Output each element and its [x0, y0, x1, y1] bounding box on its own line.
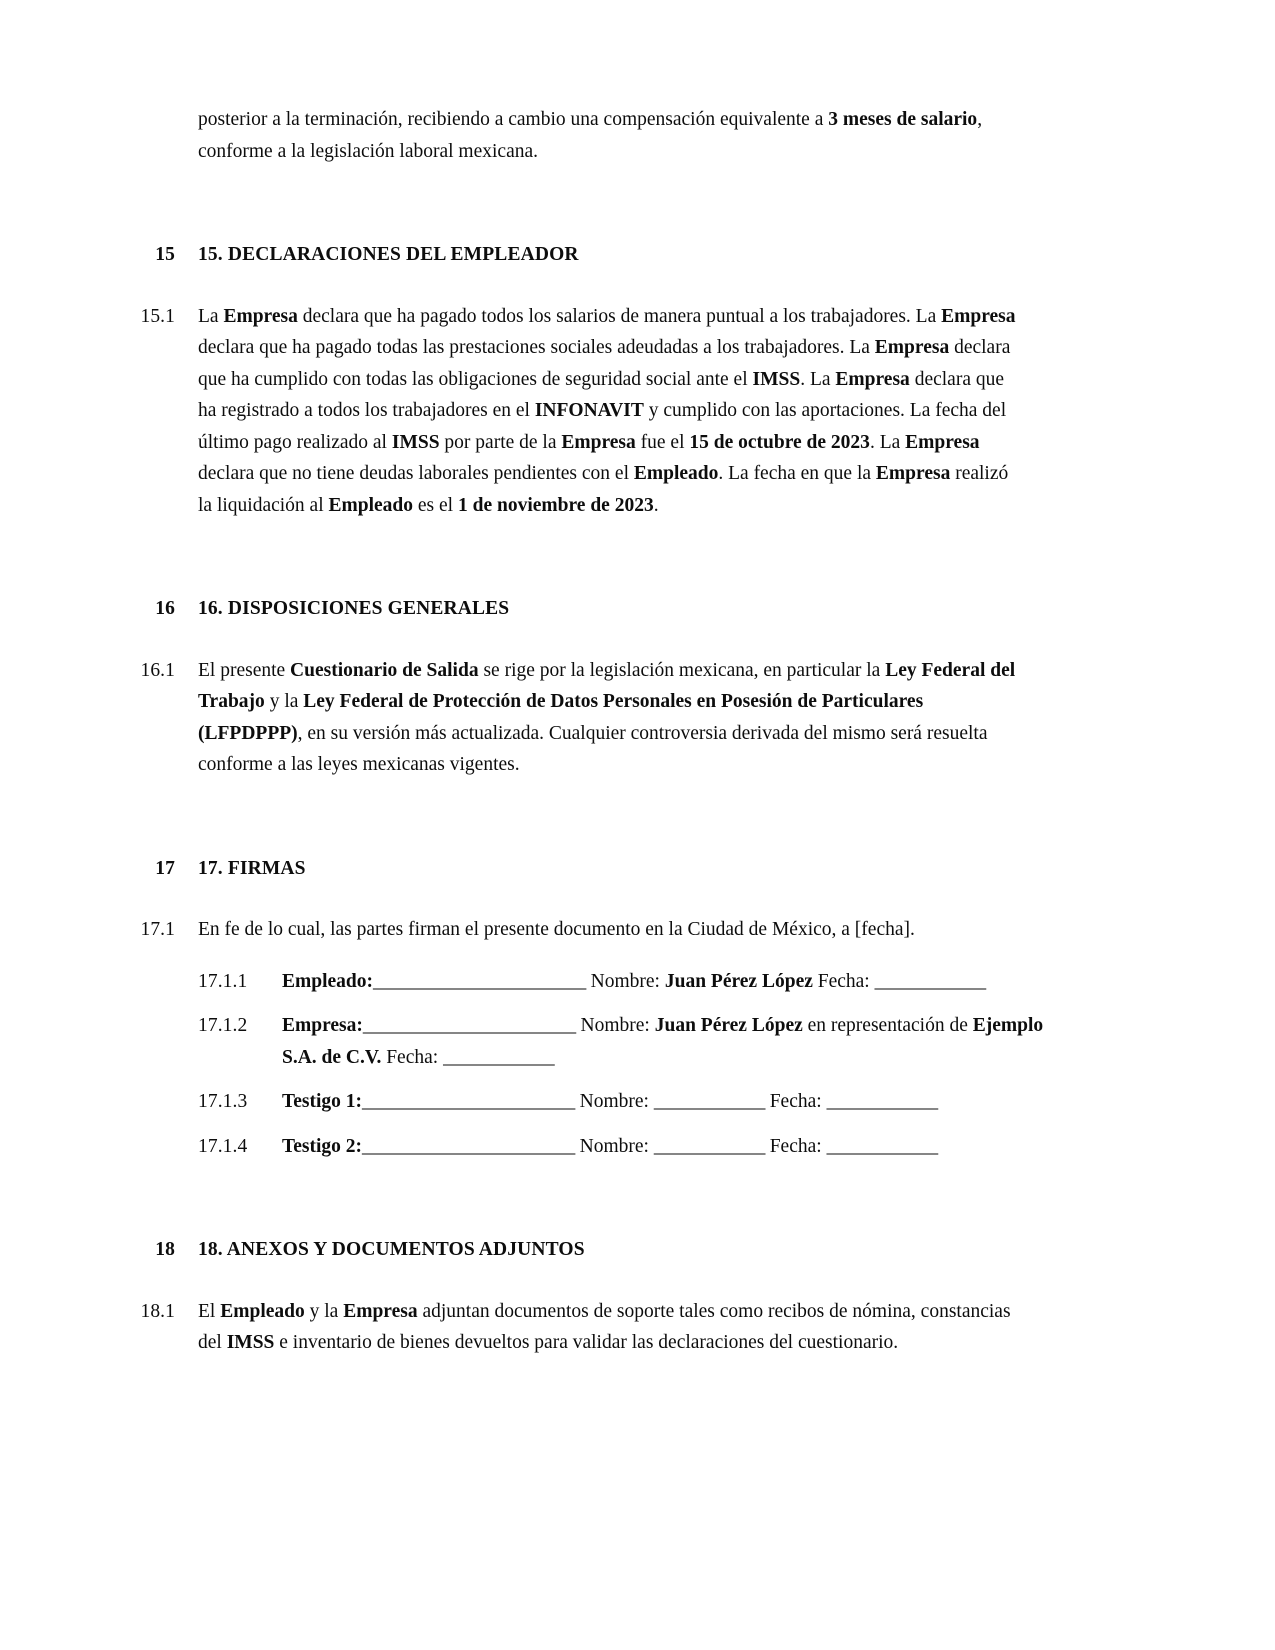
clause-text-17-1: En fe de lo cual, las partes firman el presente documento en la Ciudad de México, a [fecha]. — [198, 919, 915, 940]
clause-frag: , en su versión más actualizada. Cualquier controversia derivada del mismo será resuelta conforme a las leyes mexicanas vigentes. — [198, 722, 988, 775]
term-imss: IMSS — [226, 1332, 275, 1353]
clause-frag: e inventario de bienes devueltos para validar las declaraciones del cuestionario. — [274, 1332, 899, 1353]
clause-frag: por parte de la — [439, 431, 562, 453]
date-fill-line[interactable]: ____________ — [443, 1046, 555, 1068]
signature-block-testigo-2 — [198, 1131, 1158, 1163]
spacer — [130, 271, 1090, 301]
signature-fill-line[interactable]: _______________________ — [362, 1015, 576, 1036]
date-ultimo-pago: 15 de octubre de 2023 — [689, 431, 870, 453]
date-liquidacion: 1 de noviembre de 2023 — [457, 494, 654, 516]
continued-paragraph — [198, 104, 1025, 167]
section-number-16: 16 — [155, 598, 175, 619]
clause-number-18-1: 18.1 — [140, 1300, 175, 1322]
clause-frag: El presente — [198, 659, 291, 681]
signature-block-testigo-1 — [198, 1086, 1158, 1118]
clause-18-1 — [130, 1296, 1090, 1359]
term-empleado: Empleado — [328, 494, 414, 516]
date-fill-line[interactable]: ____________ — [826, 1135, 938, 1157]
signature-line-empleado — [282, 966, 1077, 998]
term-empresa: Empresa — [561, 431, 636, 453]
clause-frag: . La — [869, 431, 906, 453]
clause-frag: se rige por la legislación mexicana, en particular la — [478, 659, 886, 681]
section-title-15: 15. DECLARACIONES DEL EMPLEADOR — [198, 244, 579, 265]
nombre-label: Nombre: — [575, 1015, 655, 1036]
nombre-label: Nombre: — [585, 970, 665, 992]
signature-line-testigo-1 — [282, 1086, 1077, 1118]
clause-frag: declara que ha pagado todas las prestaciones sociales adeudadas a los trabajadores. La — [198, 337, 875, 358]
clause-15-1 — [130, 301, 1090, 522]
clause-frag: adjuntan documentos de soporte tales como recibos de nómina, constancias del — [198, 1300, 1011, 1353]
clause-frag: declara que ha cumplido con todas las obligaciones de seguridad social ante el — [198, 337, 1011, 390]
section-heading-16 — [130, 593, 1090, 625]
signature-line-empresa — [282, 1010, 1077, 1073]
signature-label-testigo-1: Testigo 1: — [282, 1091, 362, 1112]
term-imss: IMSS — [391, 431, 440, 453]
clause-frag: y la — [264, 691, 304, 712]
section-title-17: 17. FIRMAS — [198, 857, 306, 879]
clause-frag: declara que ha pagado todos los salarios de manera puntual a los trabajadores. La — [297, 305, 942, 327]
clause-text-15-1 — [198, 301, 1025, 522]
subclause-number-17-1-3: 17.1.3 — [198, 1091, 248, 1112]
signature-fill-line[interactable]: _______________________ — [362, 1091, 575, 1112]
fecha-label: Fecha: — [812, 970, 875, 992]
subclause-number-17-1-2: 17.1.2 — [198, 1015, 248, 1036]
section-heading-18 — [130, 1234, 1090, 1266]
term-infonavit: INFONAVIT — [534, 400, 644, 421]
clause-text-18-1 — [198, 1296, 1025, 1359]
clause-number-17-1: 17.1 — [140, 919, 175, 940]
section-heading-17 — [130, 853, 1090, 885]
term-cuestionario-de-salida: Cuestionario de Salida — [290, 659, 479, 681]
term-imss: IMSS — [752, 368, 801, 390]
term-ley-federal-del-trabajo: Ley Federal del Trabajo — [198, 659, 1016, 712]
term-empresa: Empresa — [875, 463, 951, 484]
term-empleado: Empleado — [220, 1300, 305, 1322]
date-fill-line[interactable]: ____________ — [874, 970, 986, 992]
clause-number-15-1: 15.1 — [140, 305, 175, 327]
section-heading-15 — [130, 239, 1090, 271]
spacer — [130, 167, 1090, 239]
clause-frag: y cumplido con las aportaciones. La fecha del último pago realizado al — [198, 400, 1007, 453]
signature-fill-line[interactable]: _______________________ — [373, 970, 586, 992]
clause-16-1 — [130, 655, 1090, 781]
signature-block-empleado — [198, 966, 1158, 998]
fecha-label: Fecha: — [381, 1046, 444, 1068]
section-title-16: 16. DISPOSICIONES GENERALES — [198, 598, 510, 619]
name-fill-line[interactable]: ____________ — [653, 1091, 765, 1112]
fecha-label: Fecha: — [764, 1091, 827, 1112]
clause-text-16-1 — [198, 655, 1025, 781]
clause-frag: . — [653, 494, 659, 516]
representation-text: en representación de — [802, 1015, 973, 1036]
subclause-number-17-1-1: 17.1.1 — [198, 970, 248, 992]
spacer — [130, 625, 1090, 655]
clause-frag: . La — [800, 368, 836, 390]
clause-frag: declara que ha registrado a todos los trabajadores en el — [198, 368, 1004, 421]
nombre-label: Nombre: — [574, 1135, 654, 1157]
clause-frag: realizó la liquidación al — [198, 463, 1009, 516]
date-fill-line[interactable]: ____________ — [826, 1091, 938, 1112]
employee-name: Juan Pérez López — [664, 970, 813, 992]
signature-label-empresa: Empresa: — [282, 1015, 363, 1036]
spacer — [130, 781, 1090, 853]
term-empleado: Empleado — [633, 463, 719, 484]
clause-frag: . La fecha en que la — [718, 463, 876, 484]
term-lfpdppp: Ley Federal de Protección de Datos Personales en Posesión de Particulares (LFPDPPP) — [198, 691, 924, 744]
spacer — [130, 1266, 1090, 1296]
company-name: Ejemplo S.A. de C.V. — [282, 1015, 1044, 1068]
clause-17-1 — [130, 914, 1090, 946]
term-empresa: Empresa — [343, 1300, 418, 1322]
spacer — [130, 884, 1090, 914]
name-fill-line[interactable]: ____________ — [653, 1135, 765, 1157]
clause-frag: declara que no tiene deudas laborales pendientes con el — [198, 463, 634, 484]
spacer — [130, 521, 1090, 593]
spacer — [130, 1118, 1090, 1131]
continued-text-part2: , conforme a la legislación laboral mexicana. — [198, 109, 983, 162]
clause-frag: El — [198, 1300, 221, 1322]
clause-frag: es el — [413, 494, 458, 516]
term-empresa: Empresa — [223, 305, 298, 327]
term-empresa: Empresa — [905, 431, 980, 453]
section-number-15: 15 — [155, 244, 175, 265]
section-number-17: 17 — [155, 857, 175, 879]
subclause-number-17-1-4: 17.1.4 — [198, 1135, 248, 1157]
signature-fill-line[interactable]: _______________________ — [362, 1135, 575, 1157]
section-number-18: 18 — [155, 1239, 175, 1260]
clause-frag: y la — [304, 1300, 344, 1322]
spacer — [130, 1073, 1090, 1086]
continued-text-part1: posterior a la terminación, recibiendo a cambio una compensación equivalente a — [198, 109, 829, 130]
spacer — [130, 946, 1090, 966]
spacer — [130, 997, 1090, 1010]
spacer — [130, 1162, 1090, 1234]
term-empresa: Empresa — [874, 337, 950, 358]
representative-name: Juan Pérez López — [654, 1015, 803, 1036]
signature-label-testigo-2: Testigo 2: — [282, 1135, 362, 1157]
signature-block-empresa — [198, 1010, 1158, 1073]
term-empresa: Empresa — [941, 305, 1016, 327]
section-title-18: 18. ANEXOS Y DOCUMENTOS ADJUNTOS — [198, 1239, 585, 1260]
clause-number-16-1: 16.1 — [140, 659, 175, 681]
signature-label-empleado: Empleado: — [282, 970, 374, 992]
nombre-label: Nombre: — [574, 1091, 654, 1112]
term-empresa: Empresa — [835, 368, 910, 390]
fecha-label: Fecha: — [764, 1135, 827, 1157]
clause-frag: fue el — [635, 431, 690, 453]
signature-line-testigo-2 — [282, 1131, 1077, 1163]
clause-frag: La — [198, 305, 224, 327]
compensation-amount: 3 meses de salario — [828, 109, 978, 130]
